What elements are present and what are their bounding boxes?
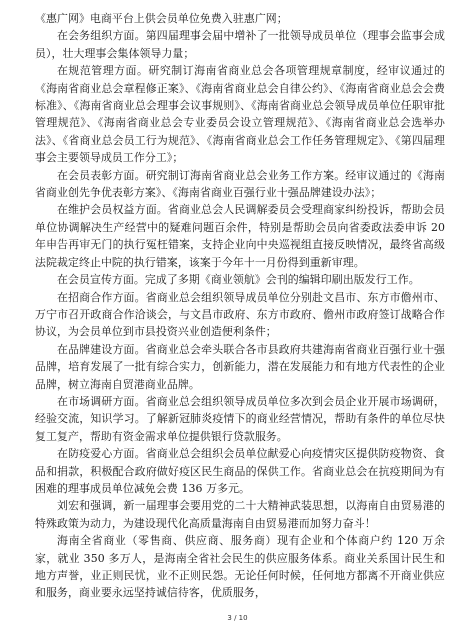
paragraph-meeting-organization: 在会务组织方面。第四届理事会届中增补了一批领导成员单位（理事会监事会成员），壮大理事会集体领导力量； <box>35 29 445 60</box>
page-number: 3 / 10 <box>227 614 248 622</box>
paragraph-member-commendation: 在会员表彰方面。研究制订海南省商业总会业务工作方案。经审议通过的《海南省商业创先争优表彰方案》、《海南省商业百强行业十强品牌建设办法》； <box>35 168 445 200</box>
paragraph-investment-cooperation: 在招商合作方面。省商业总会组织领导成员单位分别赴文昌市、东方市儋州市、万宁市召开政商合作洽谈会，与文昌市政府、东方市政府、儋州市政府签订战略合作协议，为会员单位到市县投资兴业创造便利条件； <box>35 290 445 339</box>
paragraph-leadership-remarks: 刘宏和强调，新一届理事会要用党的二十大精神武装思想，以海南自由贸易港的特殊政策为动力，为建设现代化高质量海南自由贸易港而加努力奋斗！ <box>35 499 445 530</box>
paragraph-market-research: 在市场调研方面。省商业总会组织领导成员单位多次到会员企业开展市场调研，经验交流，知识学习。了解新冠肺炎疫情下的商业经营情况，帮助有条件的单位尽快复工复产，帮助有资金需求单位提供银行贷款服务。 <box>35 394 445 443</box>
paragraph-standard-management: 在规范管理方面。研究制订海南省商业总会各项管理规章制度，经审议通过的《海南省商业总会章程修正案》、《海南省商业总会自律公约》、《海南省商业总会会费标准》、《海南省商业总会理事会议事规则》、《海南省商业总会领导成员单位任职审批管理规范》、《海南省商业总会专业委员会设立管理规范》、《海南省商业总会选举办法》、《省商业总会员工行为规范》、《海南省商业总会工作任务管理规定》、《第四届理事会主要领导成员工作分工》； <box>35 64 445 165</box>
paragraph-commerce-overview: 海南全省商业（零售商、供应商、服务商）现有企业和个体商户约 120 万余家，就业 350 多万人，是海南全省社会民生的供应服务体系。商业关系国计民生和地方声誉，业正则民忧，业不正则民怨。无论任何时候，任何地方都离不开商业供应和服务，商业要永远坚持诚信待客，优质服务， <box>35 534 445 600</box>
paragraph-member-rights: 在维护会员权益方面。省商业总会人民调解委员会受理商家纠纷投诉，帮助会员单位协调解决生产经营中的疑难问题百余件，特别是帮助会员向省委政法委申诉 20 年申告再审无门的执行冤枉错案，支持企业向中央巡视组直接反映情况，最终省高级法院裁定终止中院的执行错案，该案于今年十一月份得到重新审理。 <box>35 203 445 269</box>
paragraph-brand-building: 在品牌建设方面。省商业总会牵头联合各市县政府共建海南省商业百强行业十强品牌，培育发展了一批有综合实力，创新能力，潜在发展能力和有地方代表性的企业品牌，树立海南自贸港商业品牌。 <box>35 342 445 391</box>
paragraph-epidemic-charity: 在防疫爱心方面。省商业总会组织会员单位献爱心向疫情灾区提供防疫物资、食品和捐款，积极配合政府做好疫区民生商品的保供工作。省商业总会在抗疫期间为有困难的理事成员单位减免会费 136 万多元。 <box>35 447 445 495</box>
paragraph-platform: 《惠广网》电商平台上供会员单位免费入驻惠广网； <box>35 12 288 25</box>
paragraph-member-publicity: 在会员宣传方面。完成了多期《商业领航》会刊的编辑印刷出版发行工作。 <box>57 273 420 287</box>
